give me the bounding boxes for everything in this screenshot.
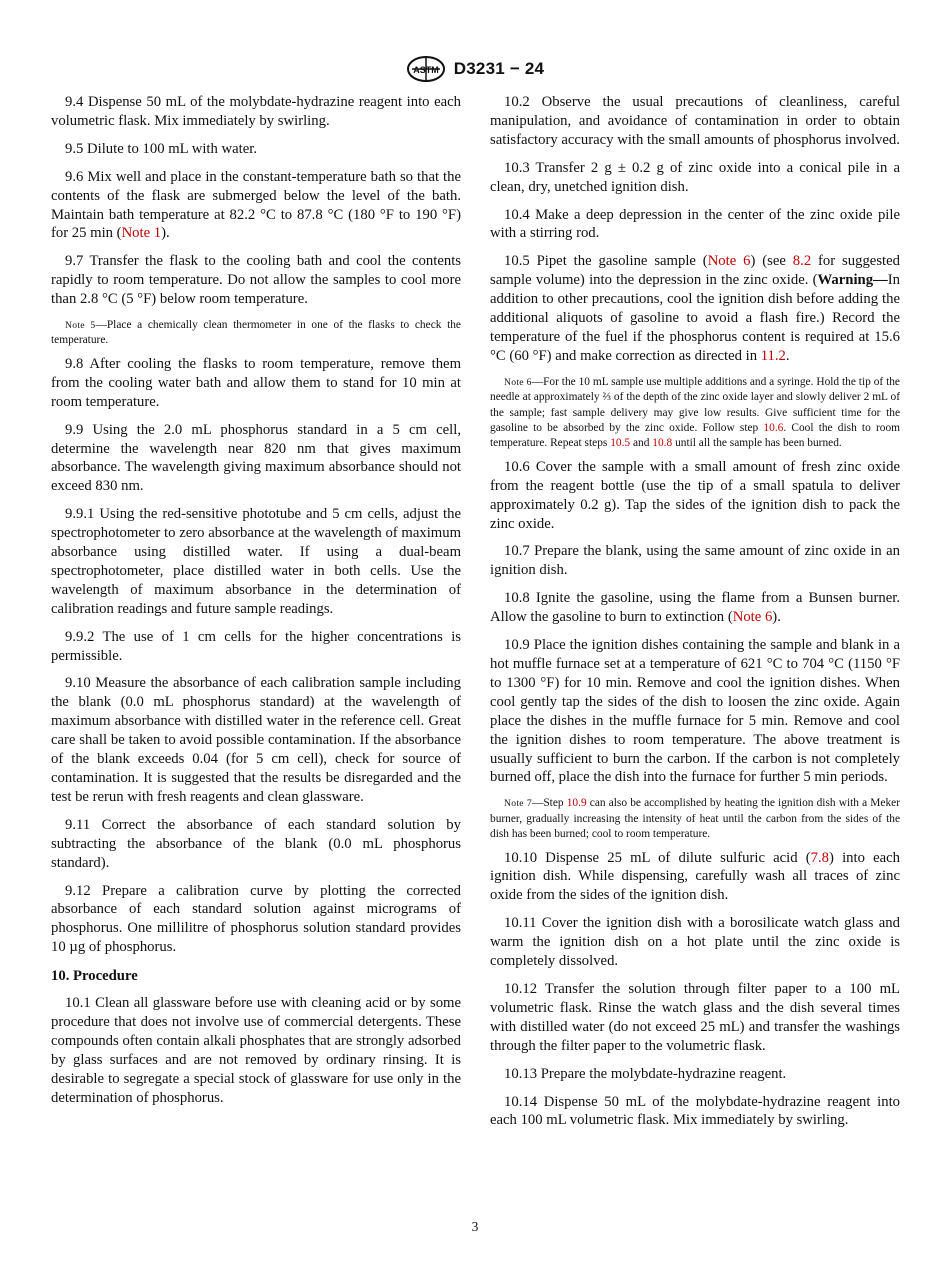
section-10-1: 10.1 Clean all glassware before use with cleaning acid or by some procedure that does not involve use of commercial detergents. These compounds often contain alkali phosphates that are strongly adsorbed by glass surfaces and are not removed by ordinary rinsing. It is desirable to segregate a special stock of glassware for use only in the determination of phosphorus. — [51, 995, 461, 1106]
step-10-8-link[interactable]: 10.8 — [652, 437, 673, 450]
document-designation: D3231 − 24 — [453, 59, 545, 78]
note-5: Note 5—Place a chemically clean thermometer in one of the flasks to check the temperature. — [51, 319, 461, 347]
section-10-3: 10.3 Transfer 2 g ± 0.2 g of zinc oxide into a conical pile in a clean, dry, unetched ignition dish. — [490, 159, 900, 195]
step-10-9-link[interactable]: 10.9 — [566, 797, 587, 810]
section-10-8: 10.8 Ignite the gasoline, using the flame from a Bunsen burner. Allow the gasoline to burn to extinction (Note 6). — [490, 590, 900, 626]
section-9-12: 9.12 Prepare a calibration curve by plotting the corrected absorbance of each standard solution against micrograms of phosphorus. One millilitre of phosphorus solution standard provides 10 µg of phosphorus. — [51, 882, 461, 956]
section-10-12: 10.12 Transfer the solution through filter paper to a 100 mL volumetric flask. Rinse the watch glass and the dish several times with distilled water (do not exceed 25 mL) and transfer the washings through the filter paper to the volumetric flask. — [490, 980, 900, 1054]
section-10-6: 10.6 Cover the sample with a small amount of fresh zinc oxide from the reagent bottle (use the tip of a small spatula to deliver approximately 0.2 g). Tap the sides of the ignition dish to pack the zinc oxide. — [490, 458, 900, 532]
section-9-5: 9.5 Dilute to 100 mL with water. — [65, 140, 257, 157]
section-9-9: 9.9 Using the 2.0 mL phosphorus standard in a 5 cm cell, determine the wavelength near 820 nm that gives maximum absorbance. The wavelength giving maximum absorbance should not exceed 830 nm. — [51, 421, 461, 495]
section-10-9: 10.9 Place the ignition dishes containing the sample and blank in a hot muffle furnace set at a temperature of 621 °C to 704 °C (1150 °F to 1300 °F) for 10 min. Remove and cool the ignition dishes. When cool gently tap the sides of the dish to loosen the zinc oxide. Again place the dishes in the muffle furnace for 5 min. Remove and cool the ignition dishes to room temperature. The above treatment is usually sufficient to burn the carbon. If the carbon is not completely burned off, place the dish into the furnace for further 5 min periods. — [490, 637, 900, 786]
section-8-2-link[interactable]: 8.2 — [792, 253, 812, 270]
note-6-link-2[interactable]: Note 6 — [732, 609, 773, 626]
note-6: Note 6—For the 10 mL sample use multiple additions and a syringe. Hold the tip of the needle at approximately ⅔ of the depth of the zinc oxide layer and slowly deliver 2 mL of the sample; fast sample delivery may give low results. Give sufficient time for the gasoline to be absorbed by the zinc oxide. Follow step 10.6. Cool the dish to room temperature. Repeat steps 10.5 and 10.8 until all the sample has been burned. — [490, 375, 900, 450]
svg-text:ASTM: ASTM — [413, 65, 439, 75]
section-10-7: 10.7 Prepare the blank, using the same amount of zinc oxide in an ignition dish. — [490, 543, 900, 579]
section-9-6: 9.6 Mix well and place in the constant-temperature bath so that the contents of the flask are submerged below the level of the bath. Maintain bath temperature at 82.2 °C to 87.8 °C (180 °F to 190 °F) for 25 min (Note 1). — [51, 168, 461, 242]
section-10-5: 10.5 Pipet the gasoline sample (Note 6) (see 8.2 for suggested sample volume) into the depression in the zinc oxide. (Warning—In addition to other precautions, cool the ignition dish before adding the additional aliquots of gasoline to avoid a flash fire.) Record the temperature of the fuel if the phosphorus content is required at 15.6 °C (60 °F) and make correction as directed in 11.2. — [490, 253, 900, 364]
left-column — [51, 93, 461, 1117]
section-9-7: 9.7 Transfer the flask to the cooling bath and cool the contents rapidly to room temperature. Do not allow the samples to cool more than 2.8 °C (5 °F) below room temperature. — [51, 253, 461, 308]
astm-logo-icon — [406, 54, 446, 84]
section-9-4: 9.4 Dispense 50 mL of the molybdate-hydrazine reagent into each volumetric flask. Mix immediately by swirling. — [51, 94, 461, 129]
section-11-2-link[interactable]: 11.2 — [760, 347, 786, 364]
section-10-13: 10.13 Prepare the molybdate-hydrazine reagent. — [504, 1065, 787, 1082]
section-9-9-2: 9.9.2 The use of 1 cm cells for the higher concentrations is permissible. — [51, 628, 461, 664]
section-9-10: 9.10 Measure the absorbance of each calibration sample including the blank (0.0 mL phosphorus standard) at the wavelength of maximum absorbance with distilled water in the reference cell. Great care shall be taken to avoid possible contamination. If the absorbance of the blank exceeds 0.04 (for 5 cm cell), check for source of contamination. It is suggested that the results be disregarded and the test be rerun with fresh reagents and clean glassware. — [51, 675, 461, 805]
step-10-6-link[interactable]: 10.6 — [763, 422, 784, 434]
section-10-10: 10.10 Dispense 25 mL of dilute sulfuric acid (7.8) into each ignition dish. While dispensing, carefully wash all traces of zinc oxide from the sides of the ignition dish. — [490, 849, 900, 904]
section-9-9-1: 9.9.1 Using the red-sensitive phototube and 5 cm cells, adjust the spectrophotometer to zero absorbance at the wavelength of maximum absorbance using distilled water. If using a dual-beam spectrophotometer, place distilled water in both cells. Use the wavelength of maximum absorbance in the determination of calibration readings and future sample readings. — [51, 506, 461, 617]
section-9-8: 9.8 After cooling the flasks to room temperature, remove them from the cooling water bath and allow them to stand for 10 min at room temperature. — [51, 355, 461, 410]
right-column — [490, 93, 900, 1139]
note-1-link[interactable]: Note 1 — [121, 225, 162, 242]
section-10-11: 10.11 Cover the ignition dish with a borosilicate watch glass and warm the ignition dish on a hot plate until the zinc oxide is completely dissolved. — [490, 915, 900, 970]
section-7-8-link[interactable]: 7.8 — [810, 849, 830, 866]
step-10-5-link[interactable]: 10.5 — [610, 437, 631, 450]
section-10-4: 10.4 Make a deep depression in the center of the zinc oxide pile with a stirring rod. — [490, 206, 900, 242]
note-7: Note 7—Step 10.9 can also be accomplished by heating the ignition dish with a Meker burner, gradually increasing the intensity of heat until the carbon from the sides of the dish has been burned; cool to room temperature. — [490, 797, 901, 841]
page-header — [0, 52, 950, 86]
section-10-2: 10.2 Observe the usual precautions of cleanliness, careful manipulation, and avoidance of contamination in order to obtain satisfactory accuracy with the small amounts of phosphorus involved. — [490, 94, 900, 148]
section-10-heading: 10. Procedure — [51, 968, 138, 985]
note-6-link[interactable]: Note 6 — [707, 253, 751, 270]
section-9-11: 9.11 Correct the absorbance of each standard solution by subtracting the absorbance of the blank (0.0 mL phosphorus standard). — [51, 816, 461, 871]
page-number: 3 — [471, 1219, 479, 1234]
section-10-14: 10.14 Dispense 50 mL of the molybdate-hydrazine reagent into each 100 mL volumetric flask. Mix immediately by swirling. — [490, 1093, 900, 1129]
